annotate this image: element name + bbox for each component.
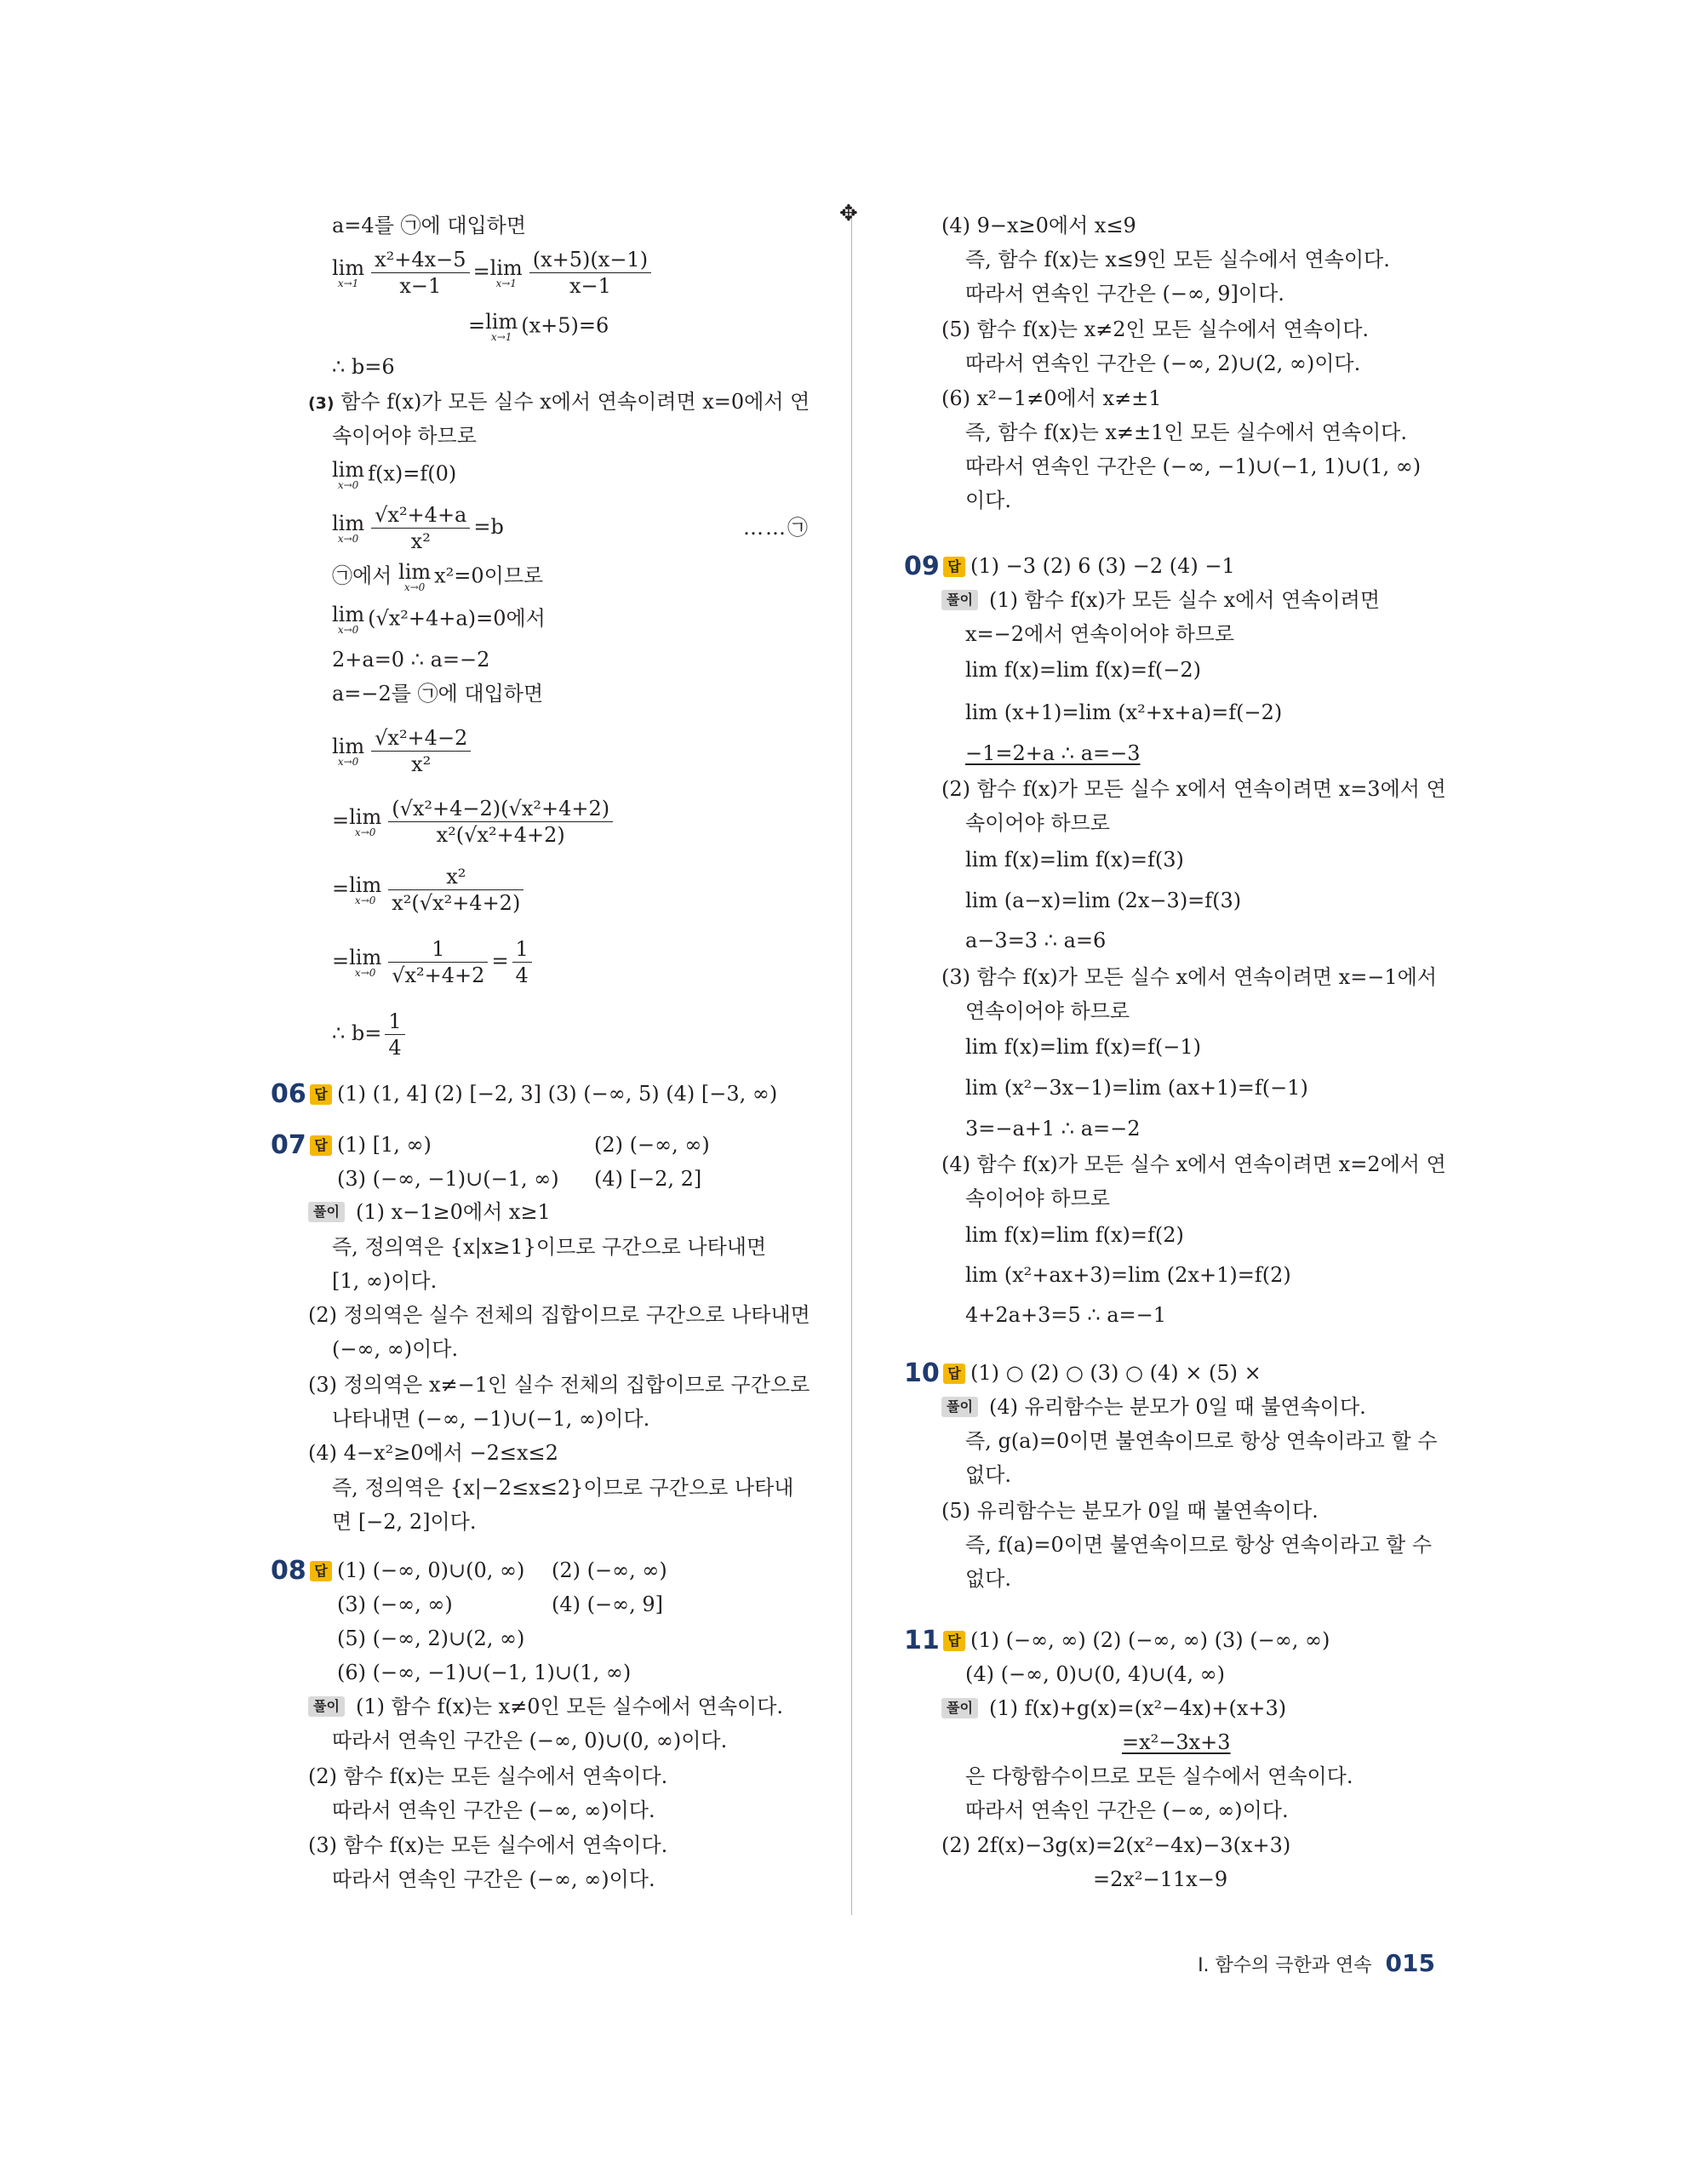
sol-step: 즉, 함수 f(x)는 x≠±1인 모든 실수에서 연속이다. <box>965 420 1407 444</box>
sol-step: ㉠에서 lim x→0 x²=0이므로 <box>332 560 544 593</box>
solution-badge: 풀이 <box>941 1698 978 1718</box>
solution-badge: 풀이 <box>941 1397 978 1417</box>
sol-step: 즉, f(a)=0이면 불연속이므로 항상 연속이라고 할 수 <box>965 1533 1433 1557</box>
limit-expression: lim f(x)=lim f(x)=f(3) <box>965 848 1184 872</box>
sol-step: 속이어야 하므로 <box>965 811 1110 835</box>
sol-step: 없다. <box>965 1567 1011 1591</box>
limit-expression: lim x→0 f(x)=f(0) <box>332 458 457 491</box>
answer-badge: 답 <box>310 1084 332 1105</box>
sol-step: (5) 함수 f(x)는 x≠2인 모든 실수에서 연속이다. <box>941 317 1370 341</box>
limit-expression: =lim x→1 (x+5)=6 <box>468 310 609 343</box>
sol-step: (2) 2f(x)−3g(x)=2(x²−4x)−3(x+3) <box>941 1833 1291 1857</box>
ornament-icon: ✥ <box>839 201 858 226</box>
conclusion: ∴ b=6 <box>332 355 395 379</box>
question-number: 08 <box>271 1556 306 1586</box>
sol-step: (1) x−1≥0에서 x≥1 <box>356 1200 551 1224</box>
answer-line: (4) (−∞, 9] <box>552 1592 663 1616</box>
sol-step: (3) 함수 f(x)는 모든 실수에서 연속이다. <box>308 1833 668 1857</box>
sol-step: =x²−3x+3 <box>1122 1730 1231 1754</box>
sol-step: (1) 함수 f(x)는 x≠0인 모든 실수에서 연속이다. <box>356 1695 784 1718</box>
answer-badge: 답 <box>310 1135 332 1156</box>
limit-expression: =lim x→0 $\frac{\text{x²}}{\text{x²(√x²+4+2)}}$ <box>332 864 527 916</box>
column-divider <box>851 213 852 1915</box>
question-number: 06 <box>271 1079 306 1109</box>
answer-line: (3) (−∞, −1)∪(−1, ∞) <box>337 1167 559 1191</box>
answer-line: (2) (−∞, ∞) <box>594 1133 710 1157</box>
answer-line: (1) (1, 4] (2) [−2, 3] (3) (−∞, 5) (4) [−3, ∞) <box>337 1082 778 1106</box>
sol-step: 따라서 연속인 구간은 (−∞, 0)∪(0, ∞)이다. <box>332 1729 728 1752</box>
sol-step: 즉, 함수 f(x)는 x≤9인 모든 실수에서 연속이다. <box>965 248 1390 272</box>
sol-step: a−3=3 ∴ a=6 <box>965 929 1107 952</box>
question-number: 10 <box>904 1358 940 1388</box>
page-footer <box>1198 1949 1435 1977</box>
limit-expression: lim (x+1)=lim (x²+x+a)=f(−2) <box>965 700 1283 724</box>
sol-step: 따라서 연속인 구간은 (−∞, ∞)이다. <box>965 1798 1289 1822</box>
sol-step: 속이어야 하므로 <box>332 424 477 448</box>
limit-expression: lim x→0 $\frac{\text{√x²+4+a}}{\text{x²}}$ =b <box>332 503 504 553</box>
answer-badge: 답 <box>310 1561 332 1581</box>
sol-step: a=−2를 ㉠에 대입하면 <box>332 682 544 706</box>
sol-step: (4) 4−x²≥0에서 −2≤x≤2 <box>308 1441 558 1465</box>
answer-line: (4) (−∞, 0)∪(0, 4)∪(4, ∞) <box>965 1662 1225 1686</box>
sol-step: lim x→0 (√x²+4+a)=0에서 <box>332 603 546 636</box>
question-number: 11 <box>904 1626 940 1655</box>
answer-badge: 답 <box>943 1364 965 1384</box>
sol-step: x=−2에서 연속이어야 하므로 <box>965 622 1235 646</box>
sol-step: =2x²−11x−9 <box>1093 1867 1228 1891</box>
answer-line: (6) (−∞, −1)∪(−1, 1)∪(1, ∞) <box>337 1661 632 1684</box>
sol-step: −1=2+a ∴ a=−3 <box>965 741 1141 765</box>
solution-badge: 풀이 <box>308 1696 345 1717</box>
sol-step: (6) x²−1≠0에서 x≠±1 <box>941 386 1162 410</box>
equation-mark: ……㉠ <box>743 516 810 540</box>
fraction: $\frac{\text{x²+4x−5}}{x-1}$ <box>371 247 469 299</box>
sol-step: 속이어야 하므로 <box>965 1186 1110 1210</box>
limit-expression: =lim x→0 $\frac{1}{\text{√x²+4+2}}$ = $\frac{1}{4}$ <box>332 936 535 988</box>
sol-step: (4) 함수 f(x)가 모든 실수 x에서 연속이려면 x=2에서 연 <box>941 1152 1446 1176</box>
limit-expression: lim f(x)=lim f(x)=f(−1) <box>965 1035 1201 1059</box>
sol-step: (−∞, ∞)이다. <box>332 1337 459 1361</box>
sol-step: 나타내면 (−∞, −1)∪(−1, ∞)이다. <box>332 1407 650 1431</box>
question-number: 07 <box>271 1130 306 1160</box>
sol-step: (3) 함수 f(x)가 모든 실수 x에서 연속이려면 x=0에서 연 <box>308 390 810 414</box>
limit-expression: lim (x²−3x−1)=lim (ax+1)=f(−1) <box>965 1076 1308 1100</box>
sol-step: 은 다항함수이므로 모든 실수에서 연속이다. <box>965 1764 1353 1788</box>
sol-step: 따라서 연속인 구간은 (−∞, ∞)이다. <box>332 1867 655 1891</box>
answer-line: (2) (−∞, ∞) <box>552 1558 667 1582</box>
sol-step: 4+2a+3=5 ∴ a=−1 <box>965 1303 1167 1327</box>
sol-step: (1) 함수 f(x)가 모든 실수 x에서 연속이려면 <box>989 588 1381 612</box>
sol-step: 연속이어야 하므로 <box>965 999 1130 1023</box>
answer-line: (1) −3 (2) 6 (3) −2 (4) −1 <box>970 554 1235 578</box>
sol-step: (2) 정의역은 실수 전체의 집합이므로 구간으로 나타내면 <box>308 1303 810 1327</box>
sol-step: (2) 함수 f(x)는 모든 실수에서 연속이다. <box>308 1764 668 1788</box>
page-number: 015 <box>1385 1949 1435 1977</box>
answer-line: (1) (−∞, 0)∪(0, ∞) <box>337 1558 525 1582</box>
chapter-title: Ⅰ. 함수의 극한과 연속 <box>1198 1955 1372 1976</box>
limit-expression: lim x→0 $\frac{\text{√x²+4−2}}{\text{x²}}$ <box>332 725 474 777</box>
limit-expression: lim x→1 $\frac{\text{x²+4x−5}}{x-1}$ =lim x→1 $\frac{(x+5)(x-1)}{x-1}$ <box>332 247 655 299</box>
sol-step: 즉, 정의역은 {x|−2≤x≤2}이므로 구간으로 나타내 <box>332 1476 794 1500</box>
sol-step: (3) 함수 f(x)가 모든 실수 x에서 연속이려면 x=−1에서 <box>941 965 1438 989</box>
conclusion: ∴ b= $\frac{1}{4}$ <box>332 1009 409 1061</box>
limit-expression: lim f(x)=lim f(x)=f(−2) <box>965 658 1201 682</box>
sol-step: 따라서 연속인 구간은 (−∞, 2)∪(2, ∞)이다. <box>965 352 1361 375</box>
question-number: 09 <box>904 552 940 581</box>
solution-badge: 풀이 <box>308 1202 345 1222</box>
answer-line: (5) (−∞, 2)∪(2, ∞) <box>337 1627 525 1650</box>
limit-expression: =lim x→0 $\frac{\text{(√x²+4−2)(√x²+4+2)}}{\text{x²(√x²+4+2)}}$ <box>332 796 616 848</box>
sol-step: 이다. <box>965 489 1011 512</box>
limit-expression: lim (a−x)=lim (2x−3)=f(3) <box>965 889 1242 912</box>
sol-step: 즉, g(a)=0이면 불연속이므로 항상 연속이라고 할 수 <box>965 1429 1438 1453</box>
answer-line: (3) (−∞, ∞) <box>337 1592 453 1616</box>
answer-line: (1) (−∞, ∞) (2) (−∞, ∞) (3) (−∞, ∞) <box>970 1628 1330 1652</box>
limit-expression: lim f(x)=lim f(x)=f(2) <box>965 1223 1184 1247</box>
answer-line: (4) [−2, 2] <box>594 1167 702 1191</box>
limit-expression: lim (x²+ax+3)=lim (2x+1)=f(2) <box>965 1263 1291 1287</box>
sol-step: (1) f(x)+g(x)=(x²−4x)+(x+3) <box>989 1696 1287 1720</box>
sol-step: (3) 정의역은 x≠−1인 실수 전체의 집합이므로 구간으로 <box>308 1373 810 1397</box>
sol-step: 3=−a+1 ∴ a=−2 <box>965 1117 1141 1141</box>
sol-step: 따라서 연속인 구간은 (−∞, ∞)이다. <box>332 1798 655 1822</box>
sol-step: 2+a=0 ∴ a=−2 <box>332 648 490 672</box>
sub-line: a=4를 ㉠에 대입하면 <box>332 214 527 237</box>
sol-step: (4) 유리함수는 분모가 0일 때 불연속이다. <box>989 1395 1366 1419</box>
sol-step: 없다. <box>965 1463 1011 1487</box>
sol-step: 면 [−2, 2]이다. <box>332 1510 477 1534</box>
sol-step: [1, ∞)이다. <box>332 1269 438 1293</box>
sol-step: 따라서 연속인 구간은 (−∞, −1)∪(−1, 1)∪(1, ∞) <box>965 455 1422 478</box>
lim-symbol: lim x→1 <box>332 255 365 289</box>
solution-badge: 풀이 <box>941 590 978 610</box>
answer-line: (1) ○ (2) ○ (3) ○ (4) × (5) × <box>970 1361 1262 1385</box>
answer-badge: 답 <box>943 557 965 577</box>
sol-step: 즉, 정의역은 {x|x≥1}이므로 구간으로 나타내면 <box>332 1235 767 1259</box>
sol-step: (4) 9−x≥0에서 x≤9 <box>941 214 1136 237</box>
sol-step: (5) 유리함수는 분모가 0일 때 불연속이다. <box>941 1499 1319 1523</box>
answer-badge: 답 <box>943 1631 965 1651</box>
sol-step: (2) 함수 f(x)가 모든 실수 x에서 연속이려면 x=3에서 연 <box>941 777 1446 801</box>
answer-line: (1) [1, ∞) <box>337 1133 432 1157</box>
sol-step: 따라서 연속인 구간은 (−∞, 9]이다. <box>965 282 1284 306</box>
